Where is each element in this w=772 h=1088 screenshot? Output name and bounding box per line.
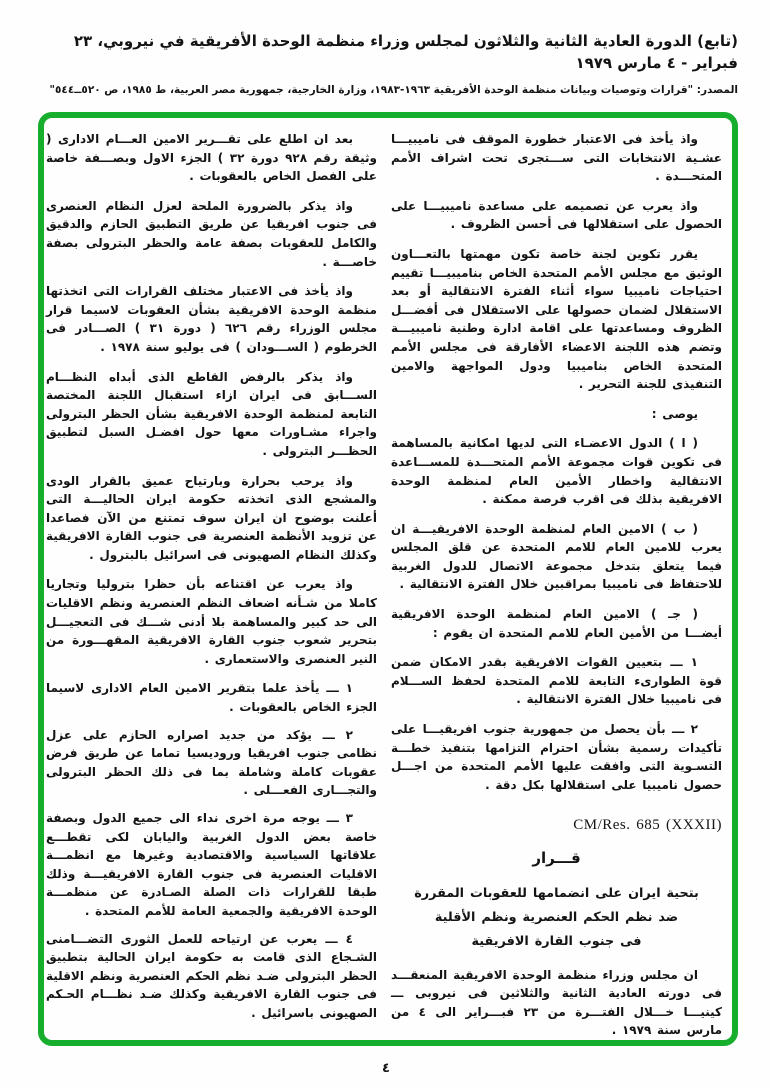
paragraph: ( ب ) الامين العام لمنظمة الوحدة الافريقيـــة ان يعرب للامين العام للامم المتحدة عن قلق المجلس فيما يتعلق بتدخل مجموعة الاتصال للدول الغربية للاحتفاظ فى ناميبيا بمراقبين خلال الفترة الانتقالية . xyxy=(391,521,722,592)
numbered-item: ٤ ـــ يعرب عن ارتياحه للعمل الثورى التضـــامنى الشـجاع الذى قامت به حكومة ايران الحالية بتطبيق الحظر البترولى ضـد نظم الحكم العنصرية ونظم الاقلية فى جنوب القارة الافريقية وكذلك ضـد نظـــام الحـكم الصهيونى باسرائيل . xyxy=(46,931,377,1020)
numbered-item: ١ ـــ بتعيين القوات الافريقية بقدر الامكان ضمن قوة الطوارىء التابعة للامم المتحدة لحفظ الســـلام فى ناميبيا خلال الفترة الانتقالية . xyxy=(391,655,722,707)
paragraph: واذ يذكر بالضرورة الملحة لعزل النظام العنصرى فى جنوب افريقيا عن طريق التطبيق الحازم والدقيق والكامل للعقوبات بصفة عامة والحظر البترولى بصفة خاصـــة . xyxy=(46,198,377,269)
session-title: (تابع) الدورة العادية الثانية والثلاثون لمجلس وزراء منظمة الوحدة الأفريقية في نيروبي، ٢٣ فبراير - ٤ مارس ١٩٧٩ xyxy=(73,32,738,72)
resolution-title xyxy=(391,882,722,954)
source-citation: المصدر: "قرارات وتوصيات وبيانات منظمة الوحدة الأفريقية ١٩٦٣-١٩٨٣، وزارة الخارجية، جمهورية مصر العربية، ط ١٩٨٥، ص ٥٢٠ــ٥٤٤" xyxy=(49,84,738,96)
green-border-frame xyxy=(38,112,738,1046)
page-number: ٤ xyxy=(382,1061,390,1076)
resolution-opening: ان مجلس وزراء منظمة الوحدة الافريقية المنعقـــد فى دورته العادية الثانية والثلاثين فى نيروبى ـــ كينيـــا خـــلال الفتـــرة من ٢٣ فبـــراير الى ٤ من مارس سنة ١٩٧٩ . xyxy=(391,967,723,1038)
page-header xyxy=(30,30,738,98)
resolution-reference: CM/Res. 685 (XXXII) xyxy=(573,817,722,834)
resolution-title-line: فى جنوب القارة الافريقية xyxy=(471,933,642,949)
paragraph: يقرر تكوين لجنة خاصة تكون مهمتها بالتعـــاون الوثيق مع مجلس الأمم المتحدة الخاص بناميبيـــا تقييم احتياجات ناميبيا سواء أثناء الفترة الانتقالية أو بعد الاستقلال لضمان حصولها على الاستقلال فى أفضـــل الظروف ومساعدتها على اقامة ادارة وطنية ناميبيـــة وتضم هذه اللجنة الاعضاء الأفارقة فى مجلس الأمم المتحدة الخاص بناميبيا ودول المواجهة والامين التنفيذى للجنة التحرير . xyxy=(391,246,722,392)
left-column xyxy=(46,130,377,1046)
paragraph: واذ يأخذ فى الاعتبار مختلف القرارات التى اتخذتها منظمة الوحدة الافريقية بشأن العقوبات لاسيما قرار مجلس الوزراء رقم ٦٢٦ ( دورة ٣١ ) الصـــادر فى الخرطوم ( الســـودان ) فى يوليو سنة ١٩٧٨ . xyxy=(46,284,377,354)
two-column-text-area xyxy=(44,118,732,1046)
resolution-title-line: ضد نظم الحكم العنصرية ونظم الأقلية xyxy=(434,909,679,925)
paragraph: ( جـ ) الامين العام لمنظمة الوحدة الافريقية أيضـــا من الأمين العام للامم المتحدة ان يقوم : xyxy=(391,607,722,640)
recommends-lead: يوصى : xyxy=(651,406,698,421)
numbered-item: ٣ ـــ يوجه مرة اخرى نداء الى جميع الدول وبصفة خاصة بعض الدول الغربية واليابان لكى تقطـــع علاقاتها السياسية والاقتصادية وغيرها مع انظمـــة الاقليات العنصرية فى جنوب القارة الافريقيـــة وذلك طبقا للقرارات ذات الصلة الصـادرة عن منظمـــة الوحدة الافريقية والجمعية العامة للأمم المتحدة . xyxy=(46,811,377,918)
right-column xyxy=(391,130,722,1046)
paragraph: بعد ان اطلع على تقـــرير الامين العـــام الادارى ( وثيقة رقم ٩٢٨ دورة ٣٢ ) الجزء الاول وبصـــفة خاصة على الفصل الخاص بالعقوبات . xyxy=(46,132,377,184)
paragraph: واذ يذكر بالرفض القاطع الذى أبداه النظـــام الســـابق فى ايران ازاء استقبال اللجنة المختصة التابعة لمنظمة الوحدة الافريقية بشأن الحظر البترولى واجراء مشـاورات معها حول افضـل السبل لتطبيق الحظـــر البترولى . xyxy=(46,369,377,458)
paragraph: واذ يأخذ فى الاعتبار خطورة الموقف فى ناميبيـــا عشـية الانتخابات التى ســـتجرى تحت اشراف الأمم المتحـــدة . xyxy=(391,132,722,184)
numbered-item: ٢ ـــ بأن يحصل من جمهورية جنوب افريقيـــا على تأكيدات رسمية بشأن احترام التزامها بتنفيذ خطـــة التسـوية التى وافقت عليها الأمم المتحدة من اجـــل حصول ناميبيا على استقلالها بكل دقة . xyxy=(391,722,722,792)
numbered-item: ١ ـــ يأخذ علما بتقرير الامين العام الادارى لاسيما الجزء الخاص بالعقوبات . xyxy=(46,681,377,715)
paragraph: واذ يرحب بحرارة وبارتياح عميق بالقرار الودى والمشجع الذى اتخذته حكومة ايران الحاليـــة التى أعلنت بوضوح ان ايران سوف تمتنع من الآن فصاعدا عن تزويد الأنظمة العنصرية فى جنوب القارة الافريقية وكذلك النظام الصهيونى فى اسرائيل بالبترول . xyxy=(46,473,377,562)
paragraph: واذ يعرب عن تصميمه على مساعدة ناميبيـــا على الحصول على استقلالها فى أحسن الظروف . xyxy=(391,198,722,232)
paragraph: واذ يعرب عن اقتناعه بأن حظرا بتروليا وتجاريا كاملا من شـأنه اضعاف النظم العنصرية ونظم الاقليات الى حد كبير والمساهمة بلا أدنى شـــك فى التعجيـــل بتحرير شعوب جنوب القارة الافريقية المقهـــورة من النير العنصرى والاستعمارى . xyxy=(46,577,377,666)
paragraph: ( ا ) الدول الاعضـاء التى لديها امكانية بالمساهمة فى تكوين قوات مجموعة الأمم المتحـــدة للمســـاعدة الانتقالية واخطار الأمين العام لمنظمة الوحدة الافريقية بذلك فى اقرب فرصة ممكنة . xyxy=(391,436,722,507)
numbered-item: ٢ ـــ يؤكد من جديد اصراره الحازم على عزل نظامى جنوب افريقيا وروديسيا تماما عن طريق فرض عقوبات كاملة وشاملة بما فى ذلك الحظر البترولى والتجـــارى الفعـــلى . xyxy=(46,727,377,798)
resolution-title-line: بتحية ايران على انضمامها للعقوبات المقررة xyxy=(414,885,699,901)
resolution-heading: قـــرار xyxy=(532,849,581,867)
